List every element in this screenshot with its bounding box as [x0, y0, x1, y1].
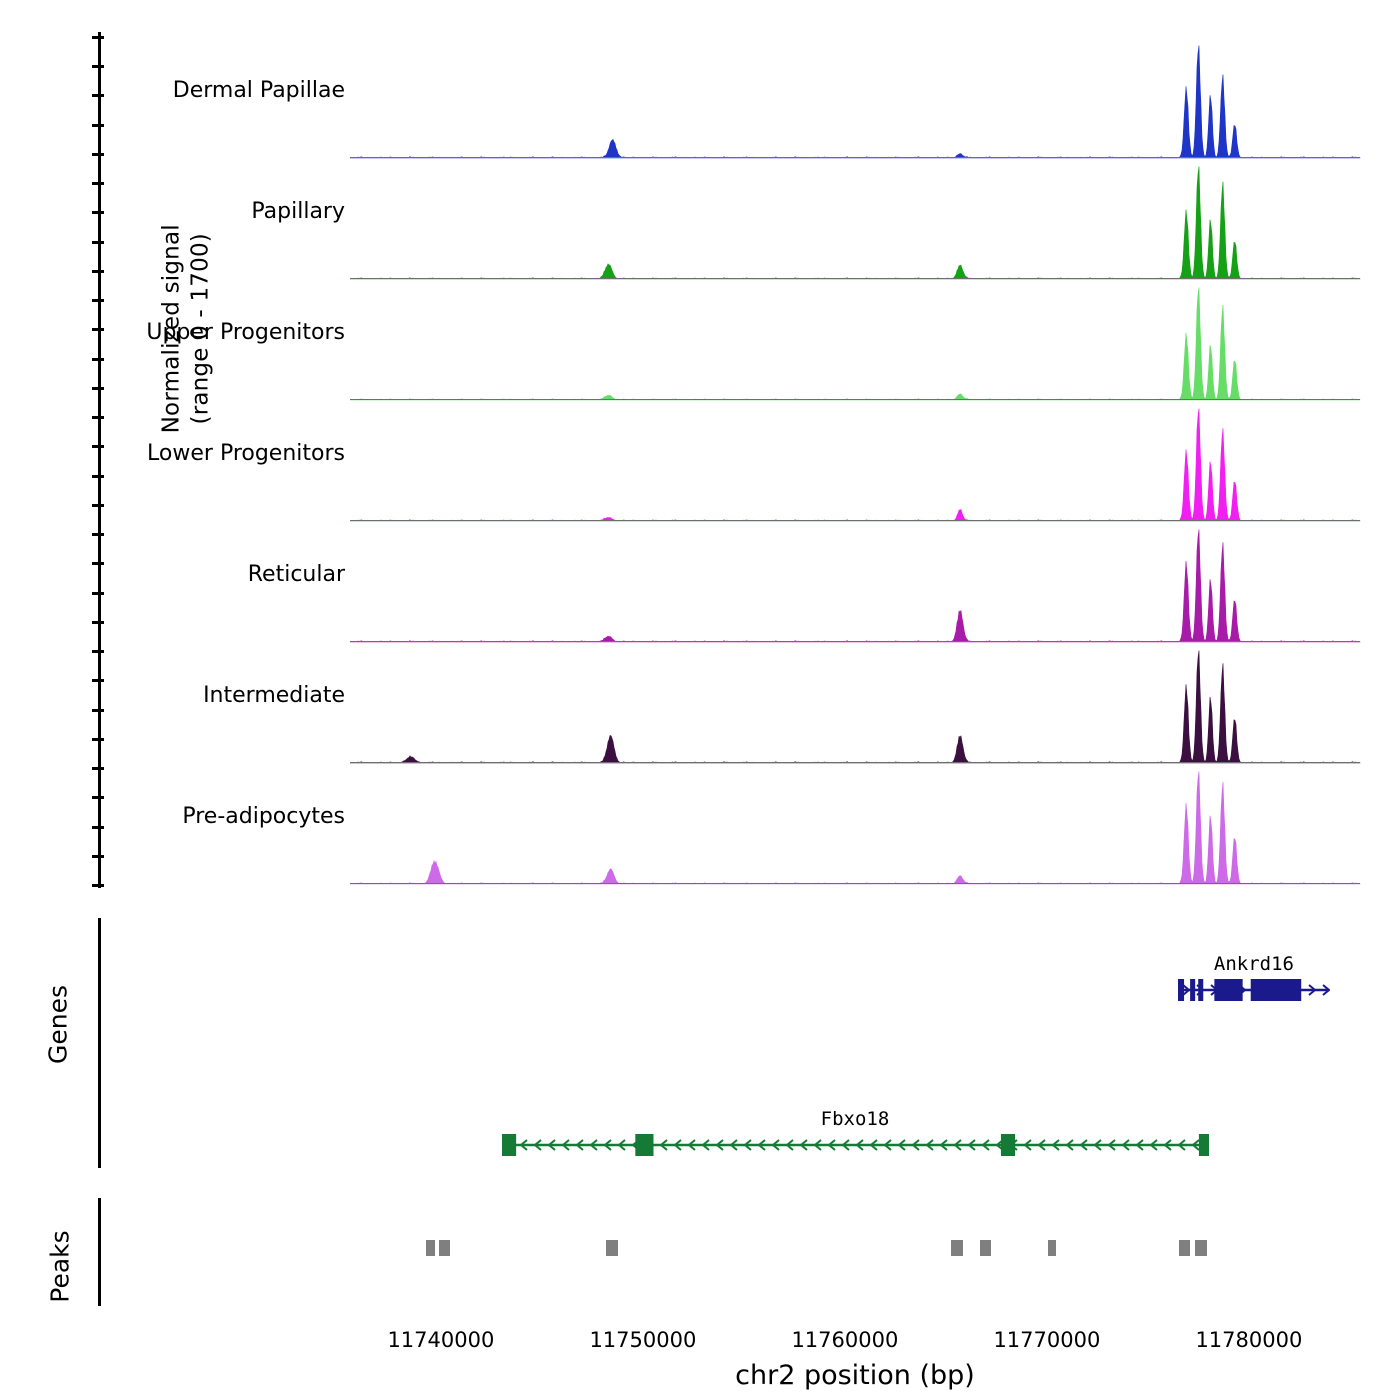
peak-block: [980, 1240, 991, 1256]
axis-tick: [92, 709, 104, 712]
axis-tick: [92, 475, 104, 478]
axis-tick: [92, 621, 104, 624]
axis-tick: [92, 796, 104, 799]
track-baseline: [350, 278, 1360, 279]
axis-tick: [92, 679, 104, 682]
axis-tick: [92, 445, 104, 448]
axis-tick: [92, 358, 104, 361]
y-axis-label-line2: (range 0 - 1700): [187, 233, 213, 425]
track-label: Upper Progenitors: [146, 320, 345, 345]
peak-block: [439, 1240, 450, 1256]
axis-tick: [92, 65, 104, 68]
genes-axis-spine: [98, 918, 101, 1168]
axis-tick: [92, 124, 104, 127]
axis-tick: [92, 884, 104, 887]
signal-track: [350, 40, 1360, 158]
genes-panel-label: Genes: [43, 985, 73, 1065]
axis-tick: [92, 650, 104, 653]
signal-track: [350, 766, 1360, 884]
track-label: Dermal Papillae: [172, 78, 345, 103]
axis-tick: [92, 562, 104, 565]
signal-track: [350, 282, 1360, 400]
signal-axis-spine: [98, 32, 101, 888]
x-tick-label: 11750000: [589, 1328, 697, 1352]
x-axis-label: chr2 position (bp): [735, 1360, 975, 1391]
signal-track: [350, 161, 1360, 279]
axis-tick: [92, 153, 104, 156]
axis-tick: [92, 592, 104, 595]
peak-block: [1048, 1240, 1056, 1256]
track-baseline: [350, 157, 1360, 158]
gene-glyph: [1178, 976, 1330, 1004]
axis-tick: [92, 270, 104, 273]
track-signal-area: [350, 766, 1360, 884]
track-label: Pre-adipocytes: [182, 804, 345, 829]
y-axis-label-line1: Normalized signal: [158, 224, 185, 434]
track-label: Intermediate: [203, 683, 345, 708]
signal-track: [350, 403, 1360, 521]
signal-track: [350, 645, 1360, 763]
track-label: Papillary: [251, 199, 345, 224]
axis-tick: [92, 241, 104, 244]
peaks-axis-spine: [98, 1198, 101, 1306]
axis-tick: [92, 94, 104, 97]
axis-tick: [92, 387, 104, 390]
axis-tick: [92, 328, 104, 331]
track-signal-area: [350, 524, 1360, 642]
track-label: Reticular: [247, 562, 345, 587]
track-signal-area: [350, 645, 1360, 763]
axis-tick: [92, 182, 104, 185]
gene-name-label: Ankrd16: [1213, 953, 1294, 975]
peak-block: [951, 1240, 963, 1256]
axis-tick: [92, 299, 104, 302]
signal-track: [350, 524, 1360, 642]
axis-tick: [92, 36, 104, 39]
x-tick-label: 11760000: [791, 1328, 899, 1352]
peak-block: [1195, 1240, 1207, 1256]
peak-block: [606, 1240, 618, 1256]
axis-tick: [92, 826, 104, 829]
x-tick-label: 11740000: [387, 1328, 495, 1352]
axis-tick: [92, 767, 104, 770]
gene-model: [502, 1131, 1209, 1159]
gene-name-label: Fbxo18: [820, 1108, 890, 1130]
track-baseline: [350, 641, 1360, 642]
track-signal-area: [350, 282, 1360, 400]
axis-tick: [92, 504, 104, 507]
axis-tick: [92, 416, 104, 419]
track-label: Lower Progenitors: [147, 441, 345, 466]
track-signal-area: [350, 161, 1360, 279]
peak-block: [1179, 1240, 1190, 1256]
track-baseline: [350, 762, 1360, 763]
peak-block: [426, 1240, 435, 1256]
peaks-panel-label: Peaks: [45, 1230, 75, 1303]
track-signal-area: [350, 403, 1360, 521]
axis-tick: [92, 211, 104, 214]
axis-tick: [92, 855, 104, 858]
track-baseline: [350, 883, 1360, 884]
x-tick-label: 11770000: [993, 1328, 1101, 1352]
track-signal-area: [350, 40, 1360, 158]
x-tick-label: 11780000: [1195, 1328, 1303, 1352]
track-baseline: [350, 520, 1360, 521]
gene-model: [1178, 976, 1330, 1004]
gene-glyph: [502, 1131, 1209, 1159]
track-baseline: [350, 399, 1360, 400]
axis-tick: [92, 533, 104, 536]
axis-tick: [92, 738, 104, 741]
